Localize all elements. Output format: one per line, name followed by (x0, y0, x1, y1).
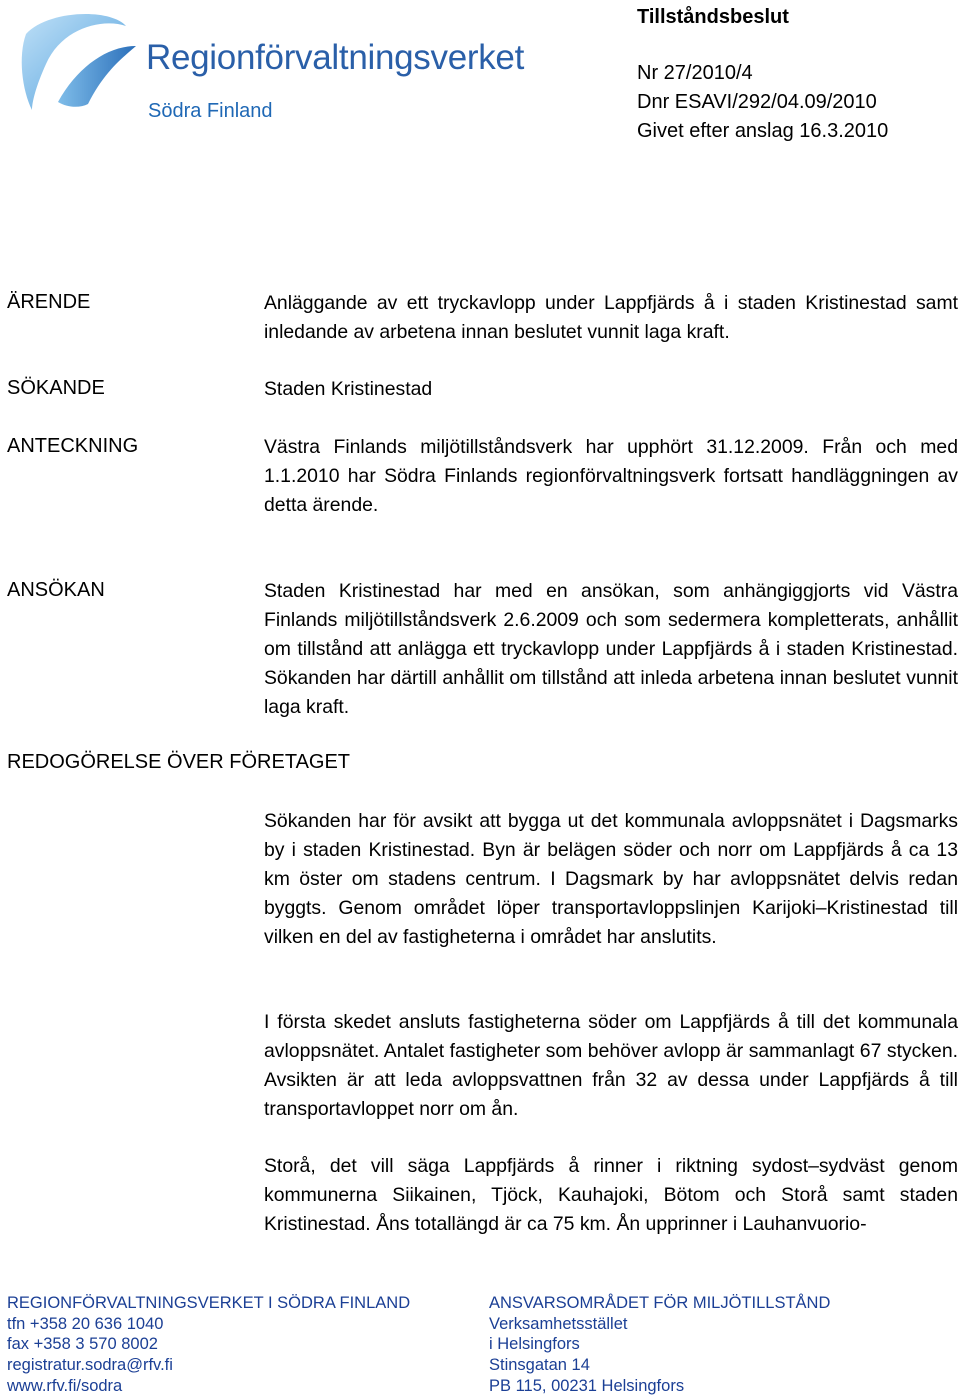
footer-city: i Helsingfors (489, 1335, 580, 1354)
diary-number: Dnr ESAVI/292/04.09/2010 (637, 91, 877, 113)
label-arende: ÄRENDE (7, 291, 91, 313)
logo-region: Södra Finland (148, 100, 273, 122)
redogorelse-paragraph-1: Sökanden har för avsikt att bygga ut det kommunala avloppsnätet i Dagsmarks by i staden Kristinestad. Byn är belägen söder och norr om Lappfjärds å ca 13 km öster om stadens centrum. I Dagsmark by har avloppsnätet delvis redan byggts. Genom området löper transportavloppslinjen Karijoki–Kristinestad till vilken en del av fastigheterna i området har anslutits. (264, 810, 958, 948)
footer-contact (7, 1293, 410, 1397)
footer-website: www.rfv.fi/sodra (7, 1376, 123, 1395)
label-ansokan: ANSÖKAN (7, 579, 105, 601)
text-ansokan: Staden Kristinestad har med en ansökan, som anhängiggjorts vid Västra Finlands miljötillståndsverk 2.6.2009 och som sedermera kompletterats, anhållit om tillstånd att anlägga ett tryckavlopp under Lappfjärds å i staden Kristinestad. Sökanden har därtill anhållit om tillstånd att inleda arbetena innan beslutet vunnit laga kraft. (264, 580, 958, 718)
label-sokande: SÖKANDE (7, 377, 105, 399)
footer-office (489, 1293, 830, 1397)
footer-office-label: Verksamhetsstället (489, 1314, 628, 1333)
footer-phone: tfn +358 20 636 1040 (7, 1314, 164, 1333)
text-anteckning: Västra Finlands miljötillståndsverk har upphört 31.12.2009. Från och med 1.1.2010 har Södra Finlands regionförvaltningsverk fortsatt handläggningen av detta ärende. (264, 436, 958, 516)
label-redogorelse: REDOGÖRELSE ÖVER FÖRETAGET (7, 751, 351, 773)
label-anteckning: ANTECKNING (7, 435, 139, 457)
logo-wordmark: Regionförvaltningsverket (146, 38, 525, 77)
document-type: Tillståndsbeslut (637, 6, 789, 28)
footer-postal: PB 115, 00231 Helsingfors (489, 1376, 685, 1395)
footer-agency: REGIONFÖRVALTNINGSVERKET I SÖDRA FINLAND (7, 1294, 411, 1312)
decision-number: Nr 27/2010/4 (637, 62, 753, 84)
logo-swoosh-icon (18, 6, 148, 116)
redogorelse-paragraph-3: Storå, det vill säga Lappfjärds å rinner i riktning sydost–sydväst genom kommunerna Siikainen, Tjöck, Kauhajoki, Bötom och Storå samt staden Kristinestad. Åns totallängd är ca 75 km. Ån upprinner i Lauhanvuorio- (264, 1155, 958, 1235)
given-date: Givet efter anslag 16.3.2010 (637, 120, 889, 142)
footer-street: Stinsgatan 14 (489, 1356, 590, 1375)
redogorelse-paragraph-2: I första skedet ansluts fastigheterna söder om Lappfjärds å till det kommunala avloppsnätet. Antalet fastigheter som behöver avlopp är sammanlagt 67 stycken. Avsikten är att leda avloppsvattnen från 32 av dessa under Lappfjärds å till transportavloppet norr om ån. (264, 1011, 958, 1120)
footer-fax: fax +358 3 570 8002 (7, 1335, 158, 1354)
text-sokande: Staden Kristinestad (264, 378, 433, 400)
footer-division: ANSVARSOMRÅDET FÖR MILJÖTILLSTÅND (489, 1294, 831, 1312)
text-arende: Anläggande av ett tryckavlopp under Lappfjärds å i staden Kristinestad samt inledande av arbetena innan beslutet vunnit laga kraft. (264, 292, 958, 343)
footer-email: registratur.sodra@rfv.fi (7, 1356, 173, 1375)
